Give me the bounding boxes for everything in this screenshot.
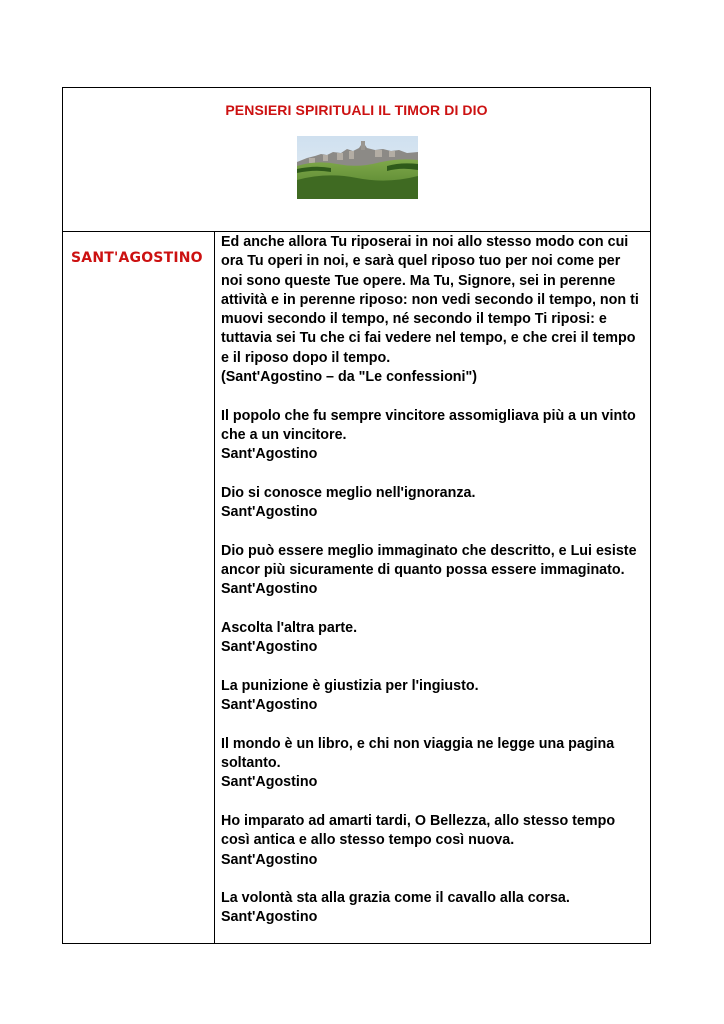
quote-item [221, 735, 645, 793]
quote-text: Dio si conosce meglio nell'ignoranza. [221, 484, 476, 501]
quote-source: Sant'Agostino [221, 504, 318, 521]
quote-item [221, 542, 645, 600]
quote-item [221, 677, 645, 716]
quote-text: Dio può essere meglio immaginato che descritto, e Lui esiste ancor più sicuramente di quanto possa essere immaginato. [221, 542, 637, 579]
quote-source: (Sant'Agostino – da "Le confessioni") [221, 369, 478, 386]
quote-text: Ed anche allora Tu riposerai in noi allo stesso modo con cui ora Tu operi in noi, e sarà quel riposo tuo per noi come per noi sono queste Tue opere. Ma Tu, Signore, sei in perenne attività e in perenne riposo: non vedi secondo il tempo, non ti muovi secondo il tempo, né secondo il tempo Ti riposi: e tuttavia sei Tu che ci fai vedere nel tempo, e che crei il tempo e il riposo dopo il tempo. [221, 234, 639, 366]
quote-source: Sant'Agostino [221, 639, 318, 656]
quote-text: Ho imparato ad amarti tardi, O Bellezza, allo stesso tempo così antica e allo stesso tempo così nuova. [221, 812, 616, 849]
quote-source: Sant'Agostino [221, 774, 318, 791]
quote-text: La volontà sta alla grazia come il cavallo alla corsa. [221, 890, 570, 907]
quote-source: Sant'Agostino [221, 851, 318, 868]
quote-source: Sant'Agostino [221, 697, 318, 714]
author-label: SANT'AGOSTINO [71, 250, 203, 266]
quote-item [221, 407, 645, 465]
quote-item [221, 233, 645, 387]
quote-source: Sant'Agostino [221, 909, 318, 926]
quote-source: Sant'Agostino [221, 446, 318, 463]
author-cell [63, 232, 215, 943]
quote-item [221, 484, 645, 523]
quote-text: Ascolta l'altra parte. [221, 619, 358, 636]
landscape-photo [297, 136, 418, 199]
quote-item [221, 812, 645, 870]
quote-text: La punizione è giustizia per l'ingiusto. [221, 677, 479, 694]
quote-text: Il mondo è un libro, e chi non viaggia ne legge una pagina soltanto. [221, 735, 615, 772]
header-cell [63, 88, 650, 232]
quote-item [221, 889, 645, 928]
page-title: PENSIERI SPIRITUALI IL TIMOR DI DIO [225, 102, 488, 118]
quote-source: Sant'Agostino [221, 581, 318, 598]
quote-item [221, 619, 645, 658]
quotes-cell [221, 232, 645, 947]
quote-text: Il popolo che fu sempre vincitore assomigliava più a un vinto che a un vincitore. [221, 407, 636, 443]
document-table [62, 87, 651, 944]
